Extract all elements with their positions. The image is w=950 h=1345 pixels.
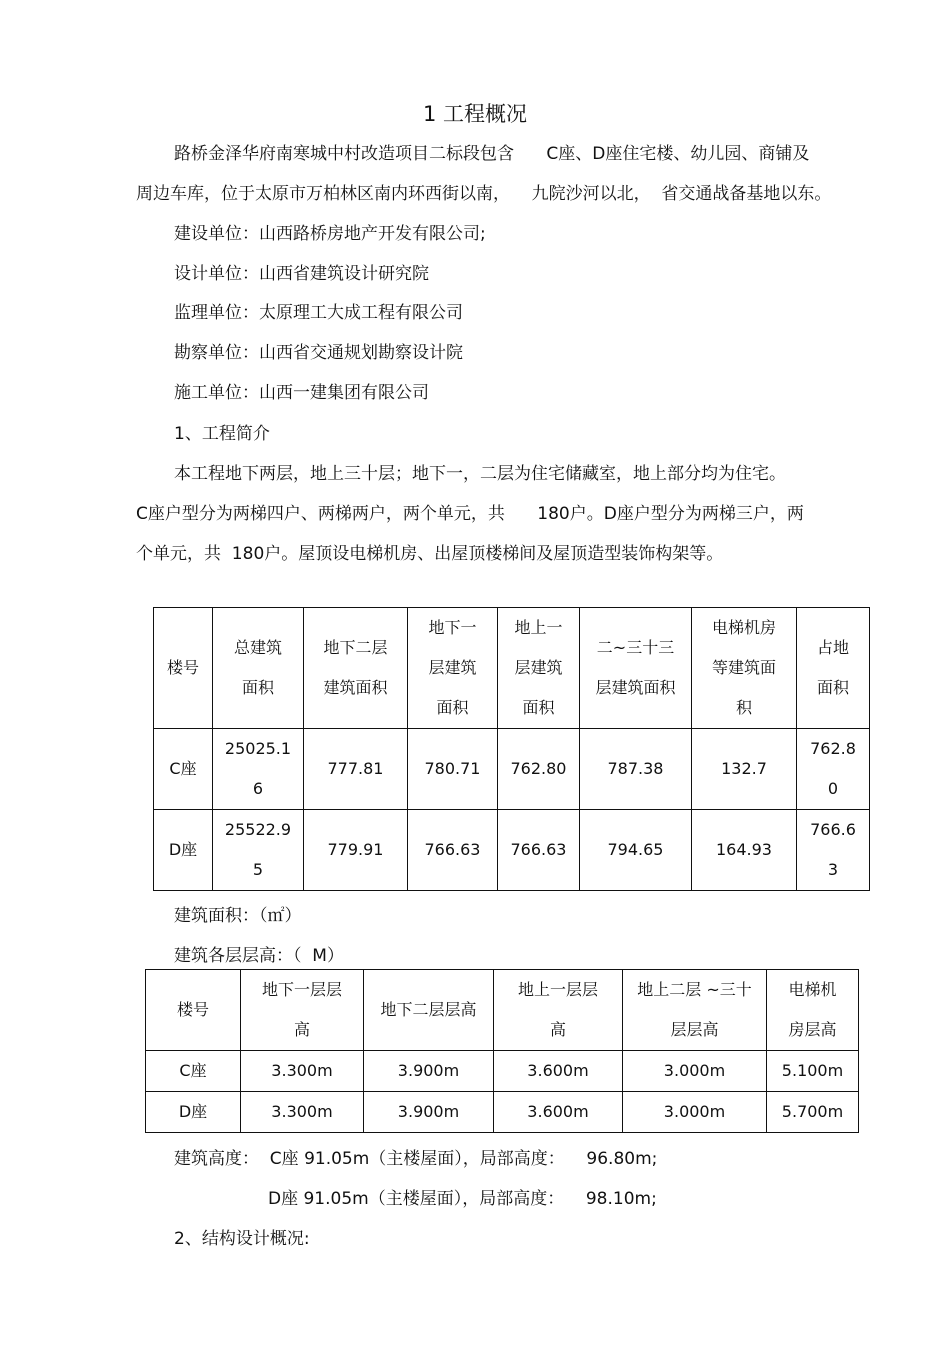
table-cell: 3.000m xyxy=(623,1051,767,1092)
table-cell: 779.91 xyxy=(304,810,408,891)
page-title: 1 工程概况 xyxy=(422,102,528,126)
height-header-cell: 地上一层层 高 xyxy=(494,970,623,1051)
table-cell: D座 xyxy=(146,1092,241,1133)
table-cell: 766.63 xyxy=(408,810,498,891)
table-cell: D座 xyxy=(154,810,213,891)
table-cell: C座 xyxy=(146,1051,241,1092)
section-1-line-3: 个单元，共 180户。屋顶设电梯机房、出屋顶楼梯间及屋顶造型装饰构架等。 xyxy=(136,544,724,564)
table-cell: 3.300m xyxy=(241,1051,364,1092)
area-header-cell: 电梯机房 等建筑面 积 xyxy=(692,608,797,729)
height-header-cell: 电梯机 房层高 xyxy=(767,970,859,1051)
table-cell: 3.600m xyxy=(494,1051,623,1092)
table-row xyxy=(146,1092,859,1133)
table-cell: 766.6 3 xyxy=(797,810,870,891)
area-unit-caption: 建筑面积：（㎡） xyxy=(174,906,302,926)
area-header-cell: 二~三十三 层建筑面积 xyxy=(580,608,692,729)
table-cell: 5.700m xyxy=(767,1092,859,1133)
table-cell: 787.38 xyxy=(580,729,692,810)
height-caption: 建筑各层层高：（ M） xyxy=(174,946,344,966)
table-cell: 3.600m xyxy=(494,1092,623,1133)
table-cell: 762.80 xyxy=(498,729,580,810)
section-1-line-1: 本工程地下两层，地上三十层；地下一，二层为住宅储藏室，地上部分均为住宅。 xyxy=(174,464,786,484)
height-header-cell: 地上二层 ~三十 层层高 xyxy=(623,970,767,1051)
table-cell: C座 xyxy=(154,729,213,810)
table-row xyxy=(154,810,870,891)
table-cell: 794.65 xyxy=(580,810,692,891)
table-cell: 3.900m xyxy=(364,1092,494,1133)
intro-line-2: 周边车库，位于太原市万柏林区南内环西街以南， 九院沙河以北， 省交通战备基地以东。 xyxy=(136,184,832,204)
table-cell: 164.93 xyxy=(692,810,797,891)
area-header-cell: 占地 面积 xyxy=(797,608,870,729)
table-cell: 3.300m xyxy=(241,1092,364,1133)
building-height-line-2: D座 91.05m（主楼屋面），局部高度： 98.10m; xyxy=(268,1189,657,1209)
height-header-cell: 地下一层层 高 xyxy=(241,970,364,1051)
intro-line-1: 路桥金泽华府南寒城中村改造项目二标段包含 C座、D座住宅楼、幼儿园、商铺及 xyxy=(174,144,810,164)
survey-unit: 勘察单位：山西省交通规划勘察设计院 xyxy=(174,343,463,363)
area-table-header-row xyxy=(154,608,870,729)
table-cell: 25522.9 5 xyxy=(213,810,304,891)
area-header-cell: 地下二层 建筑面积 xyxy=(304,608,408,729)
section-1-line-2: C座户型分为两梯四户、两梯两户，两个单元，共 180户。D座户型分为两梯三户，两 xyxy=(136,504,804,524)
building-height-line-1: 建筑高度： C座 91.05m（主楼屋面），局部高度： 96.80m; xyxy=(174,1149,658,1169)
table-cell: 3.900m xyxy=(364,1051,494,1092)
area-header-cell: 楼号 xyxy=(154,608,213,729)
table-cell: 777.81 xyxy=(304,729,408,810)
section-2-title: 2、结构设计概况: xyxy=(174,1229,310,1249)
height-table xyxy=(145,969,859,1133)
construct-unit: 施工单位：山西一建集团有限公司 xyxy=(174,383,429,403)
build-unit: 建设单位：山西路桥房地产开发有限公司; xyxy=(174,224,486,244)
table-cell: 762.8 0 xyxy=(797,729,870,810)
area-header-cell: 地下一 层建筑 面积 xyxy=(408,608,498,729)
design-unit: 设计单位：山西省建筑设计研究院 xyxy=(174,264,429,284)
area-header-cell: 地上一 层建筑 面积 xyxy=(498,608,580,729)
height-header-cell: 楼号 xyxy=(146,970,241,1051)
table-cell: 132.7 xyxy=(692,729,797,810)
table-cell: 5.100m xyxy=(767,1051,859,1092)
table-row xyxy=(154,729,870,810)
table-cell: 766.63 xyxy=(498,810,580,891)
section-1-title: 1、工程简介 xyxy=(174,424,270,444)
table-row xyxy=(146,1051,859,1092)
supervise-unit: 监理单位：太原理工大成工程有限公司 xyxy=(174,303,463,323)
table-cell: 3.000m xyxy=(623,1092,767,1133)
area-header-cell: 总建筑 面积 xyxy=(213,608,304,729)
area-table xyxy=(153,607,870,891)
table-cell: 25025.1 6 xyxy=(213,729,304,810)
table-cell: 780.71 xyxy=(408,729,498,810)
height-table-header-row xyxy=(146,970,859,1051)
height-header-cell: 地下二层层高 xyxy=(364,970,494,1051)
